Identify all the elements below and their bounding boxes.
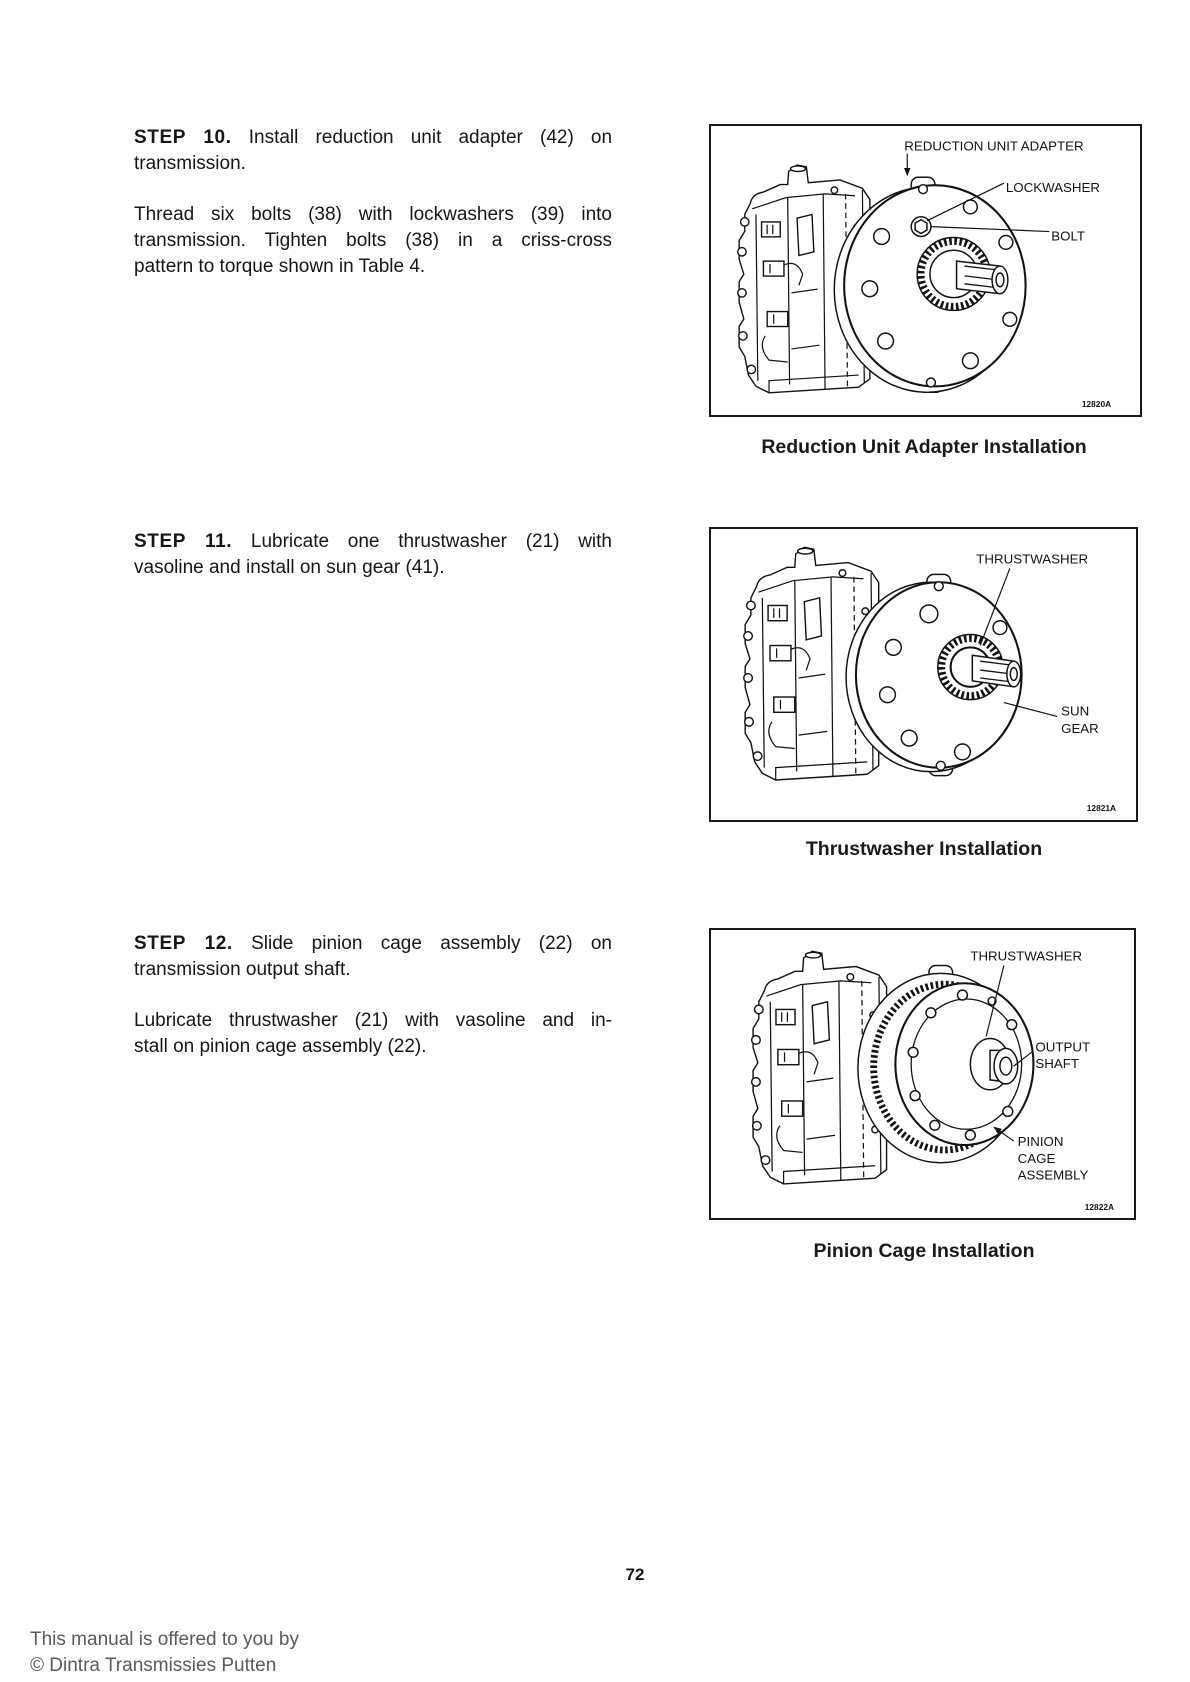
figure-number: 12820A (1081, 399, 1112, 410)
bolt-hole (862, 281, 878, 297)
bolt-hole (886, 639, 902, 655)
pinion-pin-hole (926, 1008, 936, 1018)
bolt-hole (999, 235, 1013, 249)
callout-thrustwasher: THRUSTWASHER (970, 948, 1083, 964)
mounting-hole (919, 185, 928, 194)
callout-output: OUTPUT (1035, 1039, 1091, 1055)
figure-number: 12822A (1084, 1202, 1115, 1213)
figure-1-drawing (711, 126, 1140, 415)
bolt-hole (901, 730, 917, 746)
callout-pinion: PINION (1017, 1134, 1064, 1149)
bolt-hole (955, 744, 971, 760)
figure-caption: Pinion Cage Installation (813, 1240, 1035, 1262)
step-10-paragraph-2 (134, 202, 612, 280)
step-10-paragraph-1 (134, 125, 612, 177)
text-line: Lubricate thrustwasher (21) with vasoline and in- (134, 1010, 612, 1031)
figure-caption: Reduction Unit Adapter Installation (761, 436, 1087, 458)
callout-gear: GEAR (1061, 721, 1099, 737)
bolt-hole (993, 621, 1007, 635)
pinion-pin-hole (965, 1130, 975, 1140)
callout-cage: CAGE (1017, 1150, 1056, 1166)
shaft-center (1000, 1057, 1012, 1075)
text-line: transmission. Tighten bolts (38) in a criss-cross (134, 230, 612, 251)
pinion-pin-hole (930, 1120, 940, 1130)
figure-thrustwasher (709, 527, 1138, 822)
bolt-hole (880, 687, 896, 703)
step-12-paragraph-1 (134, 931, 612, 983)
bolt-hole (962, 353, 978, 369)
step-text: Install reduction unit adapter (42) on (248, 127, 613, 148)
footer (30, 1627, 299, 1679)
page-number: 72 (625, 1565, 645, 1584)
text-line (134, 529, 612, 555)
text-line (134, 931, 612, 957)
pinion-pin-hole (1003, 1107, 1013, 1117)
text-line: pattern to torque shown in Table 4. (134, 256, 426, 277)
step-label: STEP 11. (134, 531, 233, 552)
step-11 (134, 529, 612, 581)
step-label: STEP 10. (134, 127, 232, 148)
callout-reduction-unit-adapter: REDUCTION UNIT ADAPTER (904, 138, 1084, 154)
output-shaft (957, 261, 1008, 294)
text-line (134, 125, 612, 151)
shaft-center (1010, 668, 1017, 681)
callout-thrustwasher: THRUSTWASHER (976, 551, 1089, 567)
mounting-hole (926, 378, 935, 387)
callout-shaft: SHAFT (1035, 1056, 1080, 1072)
text-line: vasoline and install on sun gear (41). (134, 557, 445, 578)
pinion-pin-hole (910, 1091, 920, 1101)
pinion-pin-hole (1007, 1020, 1017, 1030)
figure-number: 12821A (1086, 803, 1117, 814)
text-line: stall on pinion cage assembly (22). (134, 1036, 427, 1057)
step-12-paragraph-2 (134, 1008, 612, 1060)
pinion-pin-hole (958, 990, 968, 1000)
text-line: transmission output shaft. (134, 959, 351, 980)
callout-bolt: BOLT (1051, 228, 1086, 244)
step-text: Lubricate one thrustwasher (21) with (250, 531, 612, 552)
figure-2-drawing (711, 529, 1136, 820)
bolt-hole (1003, 312, 1017, 326)
bolt-hole (878, 333, 894, 349)
figure-pinion-cage (709, 928, 1136, 1220)
mounting-hole (936, 761, 945, 770)
callout-sun: SUN (1061, 703, 1090, 719)
callout-assembly: ASSEMBLY (1017, 1167, 1089, 1183)
bolt-hole (874, 229, 890, 245)
footer-line-2: © Dintra Transmissies Putten (30, 1655, 277, 1676)
figure-reduction-unit-adapter (709, 124, 1142, 417)
bolt-head (915, 220, 927, 234)
footer-line-1: This manual is offered to you by (30, 1629, 299, 1650)
mounting-hole (934, 582, 943, 591)
figure-caption: Thrustwasher Installation (805, 838, 1043, 860)
pinion-pin-hole (908, 1047, 918, 1057)
callout-lockwasher: LOCKWASHER (1005, 180, 1100, 196)
text-line: transmission. (134, 153, 246, 174)
bolt-hole (920, 605, 938, 623)
step-11-paragraph-1 (134, 529, 612, 581)
shaft-center (996, 273, 1004, 287)
figure-3-drawing (711, 930, 1134, 1218)
step-text: Slide pinion cage assembly (22) on (251, 933, 612, 954)
step-label: STEP 12. (134, 933, 233, 954)
step-12 (134, 931, 612, 1060)
step-10 (134, 125, 612, 280)
text-line: Thread six bolts (38) with lockwashers (39) into (134, 204, 612, 225)
